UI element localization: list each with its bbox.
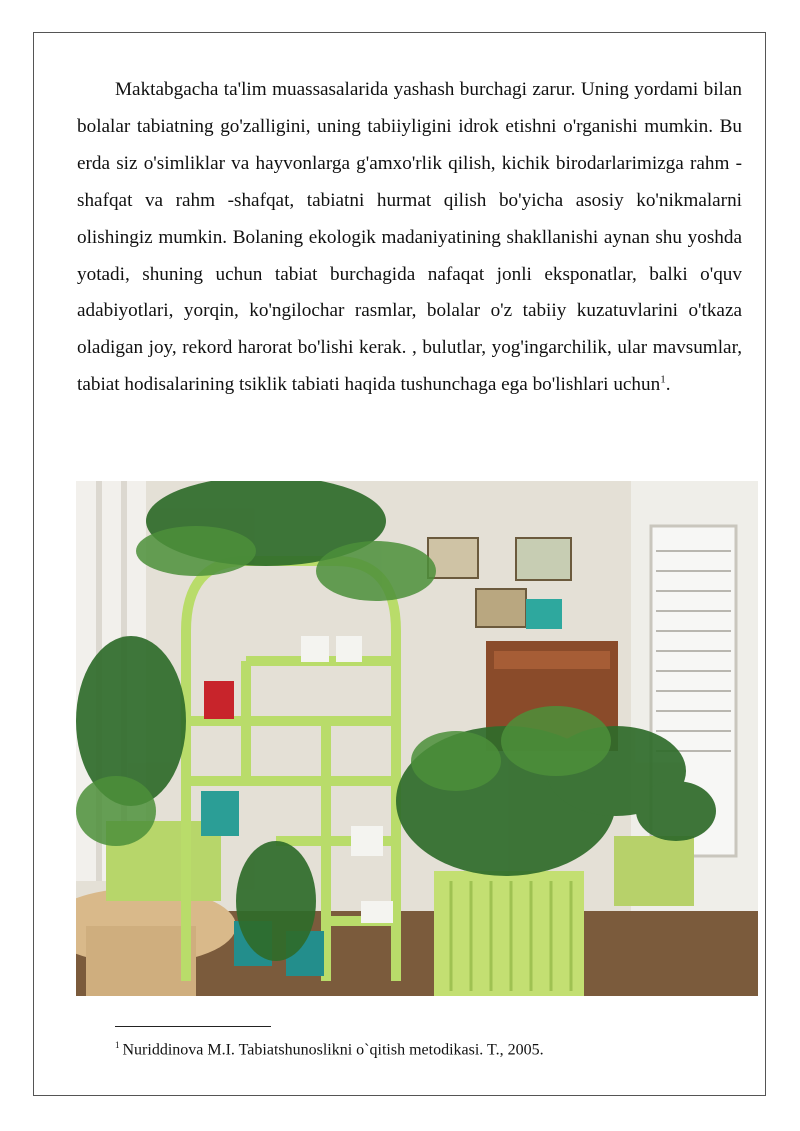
footnote-separator [115,1026,271,1027]
paragraph-text: Maktabgacha ta'lim muassasalarida yashash burchagi zarur. Uning yordami bilan bolalar tabiatning go'zalligini, uning tabiiyligini idrok etishni o'rganishi mumkin. Bu erda siz o'simliklar va hayvonlarga g'amxo'rlik qilish, kichik birodarlarimizga rahm -shafqat va rahm -shafqat, tabiatni hurmat qilish bo'yicha asosiy ko'nikmalarni olishingiz mumkin. Bolaning ekologik madaniyatining shakllanishi aynan shu yoshda yotadi, shuning uchun tabiat burchagida nafaqat jonli eksponatlar, balki o'quv adabiyotlari, yorqin, ko'ngilochar rasmlar, bolalar o'z tabiiy kuzatuvlarini o'tkaza oladigan joy, rekord harorat bo'lishi kerak. , bulutlar, yog'ingarchilik, ular mavsumlar, tabiat hodisalarining tsiklik tabiati haqida tushunchaga ega bo'lishlari uchun [77,79,742,396]
footnote-text: Nuriddinova M.I. Tabiatshunoslikni o`qitish metodikasi. T., 2005. [122,1041,544,1059]
footnote [115,1034,544,1061]
footnote-reference: 1 [660,373,666,386]
nature-corner-photo [76,481,758,996]
body-paragraph [77,72,742,404]
paragraph-end: . [665,374,671,396]
footnote-mark: 1 [115,1040,120,1050]
